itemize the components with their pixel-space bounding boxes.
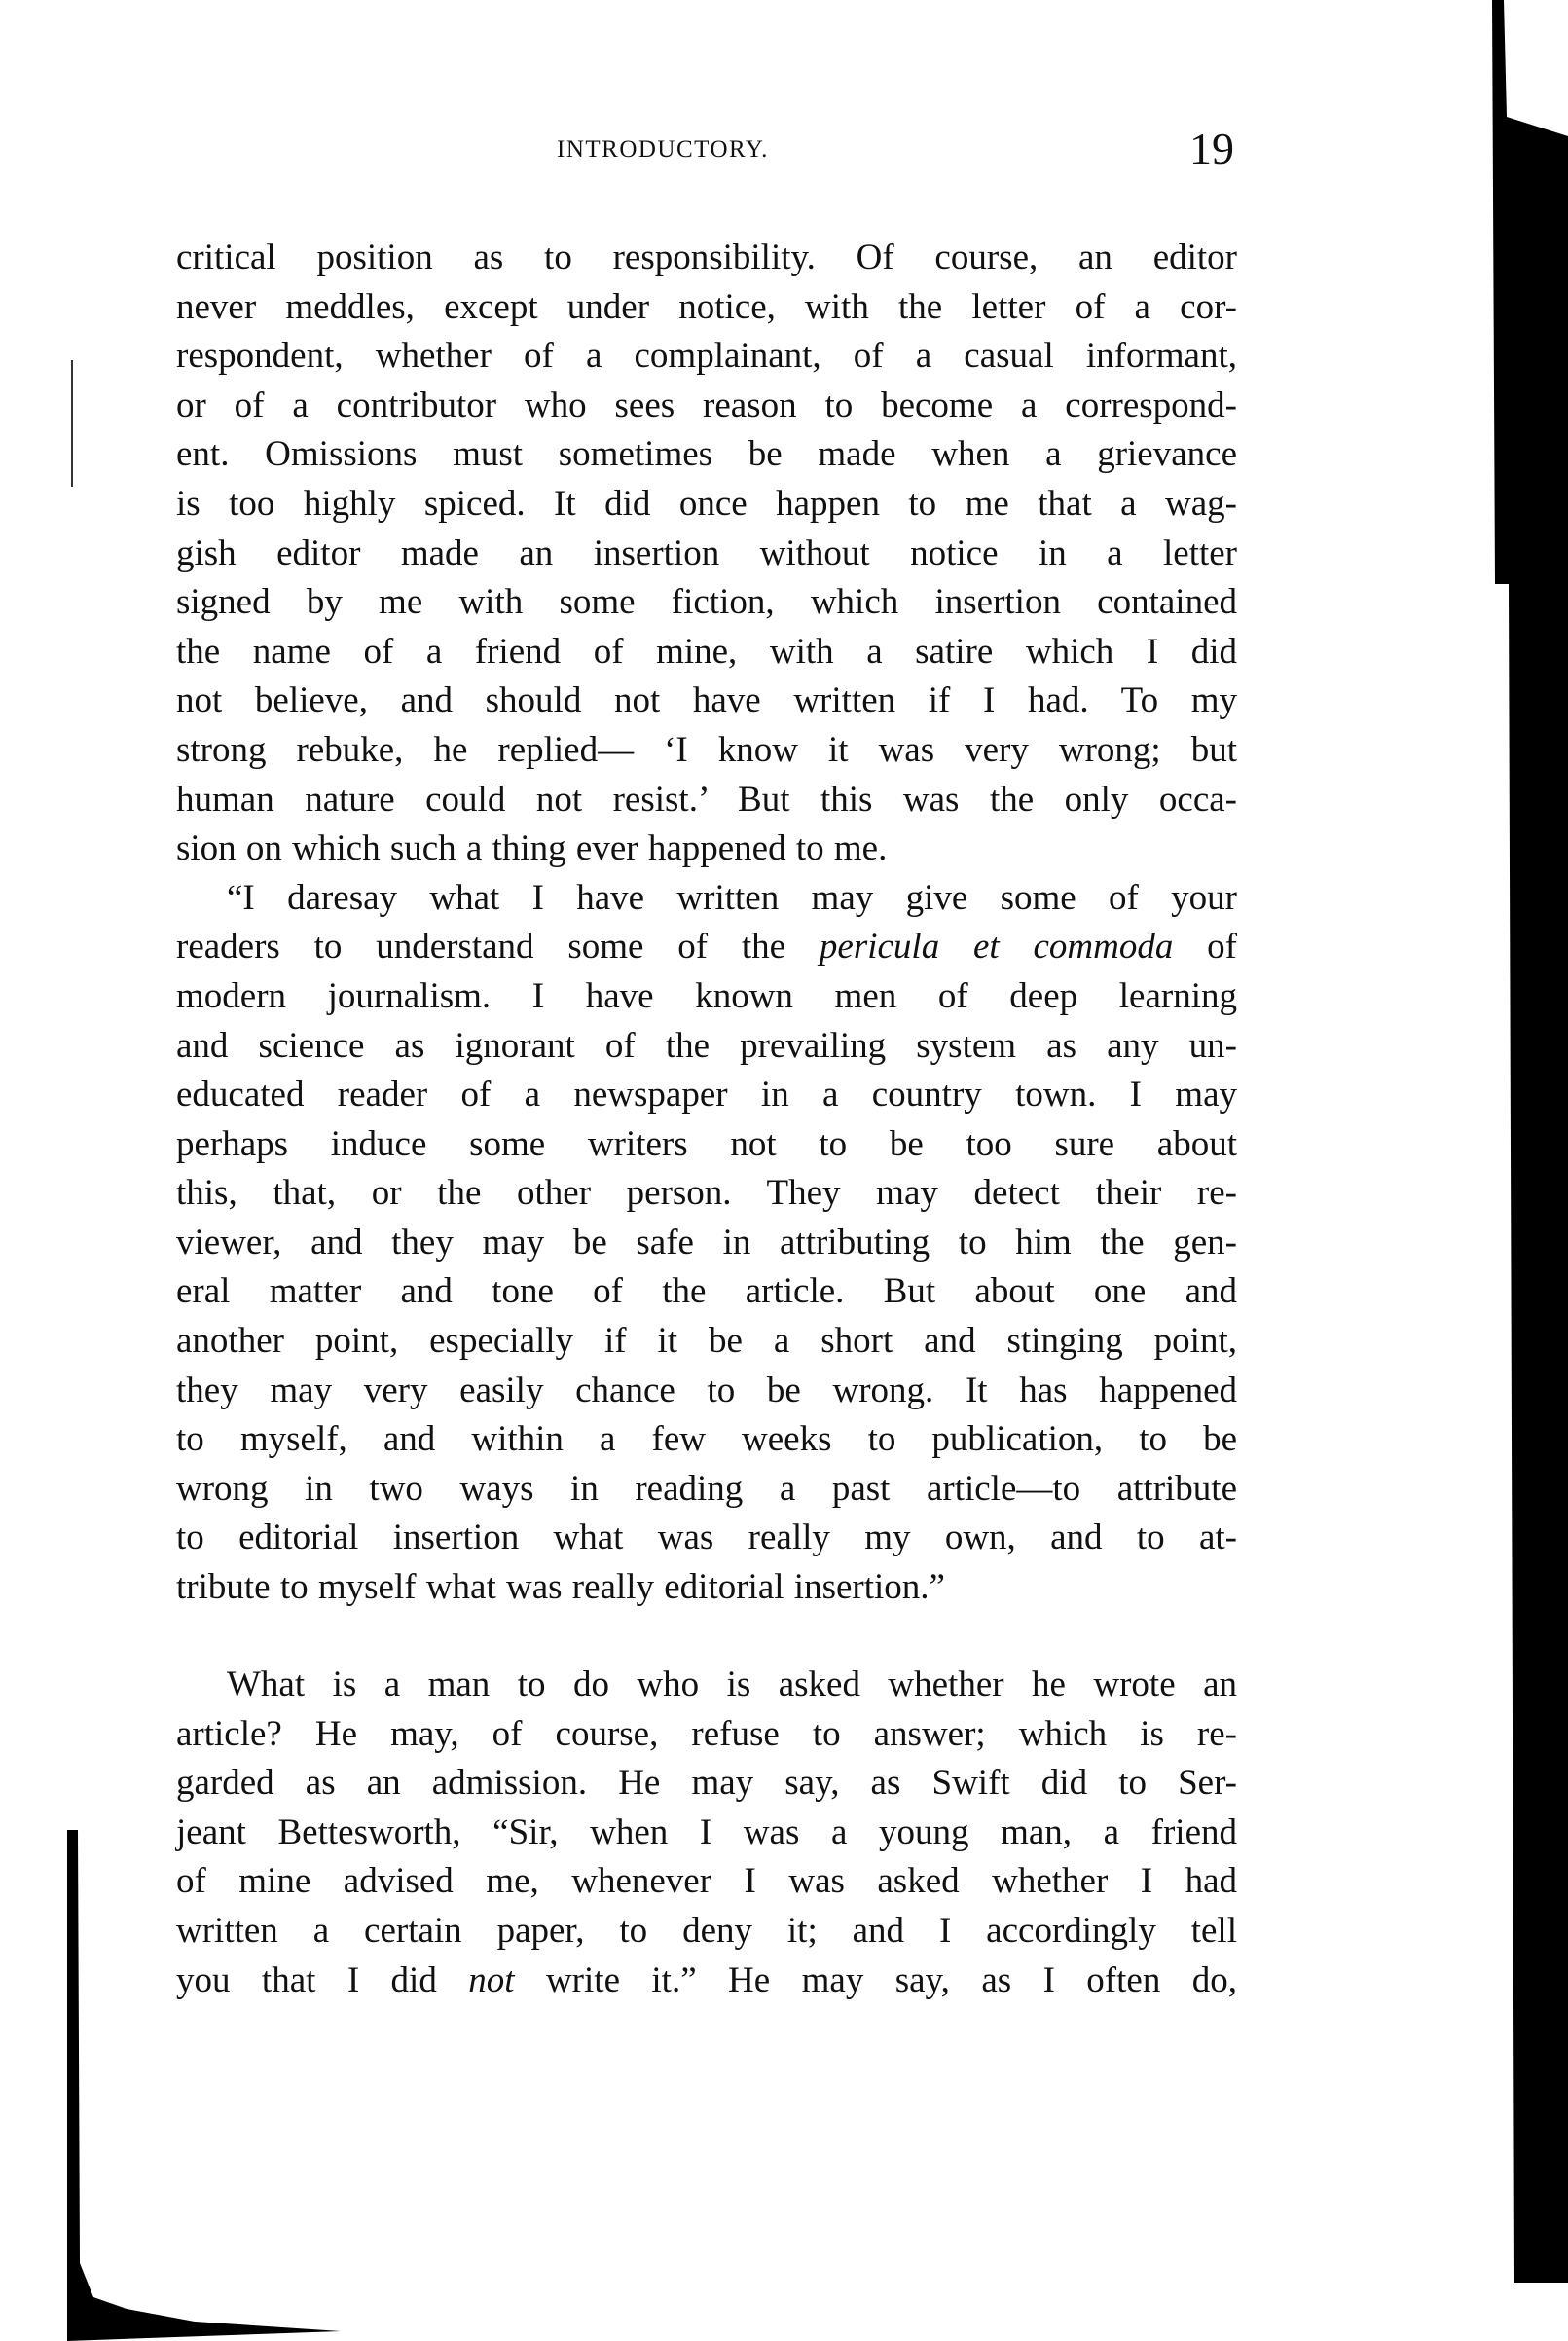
- right-page-edge-shadow: [1492, 0, 1568, 2283]
- text-line: [176, 1661, 1237, 1710]
- italic-text: pericula et commoda: [819, 927, 1174, 968]
- text-segment: wrong in two ways in reading a past article—to attribute: [176, 1468, 1237, 1509]
- text-segment: “I daresay what I have written may give some of your: [227, 877, 1237, 918]
- text-segment: readers to understand some of the: [176, 927, 820, 968]
- text-line: [176, 628, 1237, 677]
- text-segment: of: [1173, 927, 1238, 968]
- text-segment: and science as ignorant of the prevailing system as any un-: [176, 1025, 1237, 1066]
- text-line: [176, 332, 1237, 382]
- paragraph-block-2: [176, 1661, 1237, 2005]
- text-segment: strong rebuke, he replied— ‘I know it was very wrong; but: [176, 729, 1237, 770]
- text-line: [176, 1367, 1237, 1416]
- text-line: [176, 480, 1237, 530]
- text-segment: ent. Omissions must sometimes be made when a grievance: [176, 434, 1237, 475]
- text-segment: written a certain paper, to deny it; and I accordingly tell: [176, 1910, 1237, 1951]
- text-line: [176, 1317, 1237, 1367]
- text-line: [176, 824, 1237, 874]
- text-line: [176, 1809, 1237, 1858]
- text-segment: write it.” He may say, as I often do,: [514, 1959, 1237, 2000]
- page-number: 19: [1189, 124, 1234, 173]
- text-line: [176, 972, 1237, 1022]
- text-line: [176, 1514, 1237, 1563]
- text-line: [176, 677, 1237, 726]
- text-line: [176, 283, 1237, 333]
- text-segment: the name of a friend of mine, with a satire which I did: [176, 631, 1237, 672]
- text-segment: you that I did: [176, 1959, 469, 2000]
- text-segment: tribute to myself what was really editorial insertion.”: [176, 1567, 945, 1608]
- text-line: [176, 1907, 1237, 1957]
- text-segment: educated reader of a newspaper in a country town. I may: [176, 1075, 1237, 1116]
- text-segment: this, that, or the other person. They may detect their re-: [176, 1173, 1237, 1214]
- text-line: [176, 776, 1237, 825]
- text-segment: they may very easily chance to be wrong. It has happened: [176, 1370, 1237, 1410]
- text-segment: or of a contributor who sees reason to become a correspond-: [176, 384, 1237, 425]
- text-segment: jeant Bettesworth, “Sir, when I was a young man, a friend: [176, 1811, 1237, 1852]
- text-line: [176, 726, 1237, 776]
- text-line: [176, 1267, 1237, 1317]
- text-segment: garded as an admission. He may say, as Swift did to Ser-: [176, 1763, 1237, 1804]
- text-line: [176, 1219, 1237, 1268]
- text-line: [176, 1415, 1237, 1465]
- text-line: [176, 1465, 1237, 1515]
- text-segment: eral matter and tone of the article. But about one and: [176, 1271, 1237, 1312]
- text-line: [176, 1022, 1237, 1072]
- text-segment: critical position as to responsibility. Of course, an editor: [176, 238, 1237, 277]
- text-line: [176, 1563, 1237, 1613]
- text-line: [176, 430, 1237, 480]
- text-line: [176, 874, 1237, 924]
- text-segment: human nature could not resist.’ But this was the only occa-: [176, 779, 1237, 820]
- text-segment: respondent, whether of a complainant, of a casual informant,: [176, 336, 1237, 377]
- text-segment: to myself, and within a few weeks to publication, to be: [176, 1419, 1237, 1460]
- text-segment: another point, especially if it be a short and stinging point,: [176, 1321, 1237, 1362]
- text-segment: is too highly spiced. It did once happen to me that a wag-: [176, 483, 1237, 524]
- text-segment: viewer, and they may be safe in attributing to him the gen-: [176, 1222, 1237, 1262]
- left-margin-mark: [71, 360, 73, 487]
- text-line: [176, 1120, 1237, 1170]
- text-segment: sion on which such a thing ever happened to me.: [176, 828, 888, 869]
- text-segment: to editorial insertion what was really my own, and to at-: [176, 1518, 1237, 1558]
- text-segment: never meddles, except under notice, with the letter of a cor-: [176, 286, 1237, 327]
- text-line: [176, 578, 1237, 628]
- text-line: [176, 530, 1237, 579]
- text-line: [176, 1710, 1237, 1760]
- page-header: [0, 125, 1568, 173]
- paragraph-block-1: [176, 234, 1237, 1613]
- text-line: [176, 1169, 1237, 1219]
- text-segment: not believe, and should not have written if I had. To my: [176, 680, 1237, 721]
- italic-text: not: [468, 1959, 515, 2000]
- text-line: [176, 1759, 1237, 1809]
- text-line: [176, 923, 1237, 972]
- text-segment: gish editor made an insertion without notice in a letter: [176, 532, 1237, 573]
- text-line: [176, 1071, 1237, 1120]
- text-segment: signed by me with some fiction, which insertion contained: [176, 582, 1237, 623]
- text-segment: perhaps induce some writers not to be too sure about: [176, 1123, 1237, 1164]
- running-title: INTRODUCTORY.: [557, 136, 769, 163]
- text-segment: What is a man to do who is asked whether he wrote an: [227, 1664, 1237, 1704]
- text-line: [176, 1857, 1237, 1907]
- text-segment: of mine advised me, whenever I was asked whether I had: [176, 1861, 1237, 1902]
- text-line: [176, 1957, 1237, 2006]
- text-segment: modern journalism. I have known men of deep learning: [176, 975, 1237, 1016]
- text-line: [176, 234, 1237, 283]
- text-line: [176, 382, 1237, 431]
- text-segment: article? He may, of course, refuse to answer; which is re-: [176, 1713, 1237, 1754]
